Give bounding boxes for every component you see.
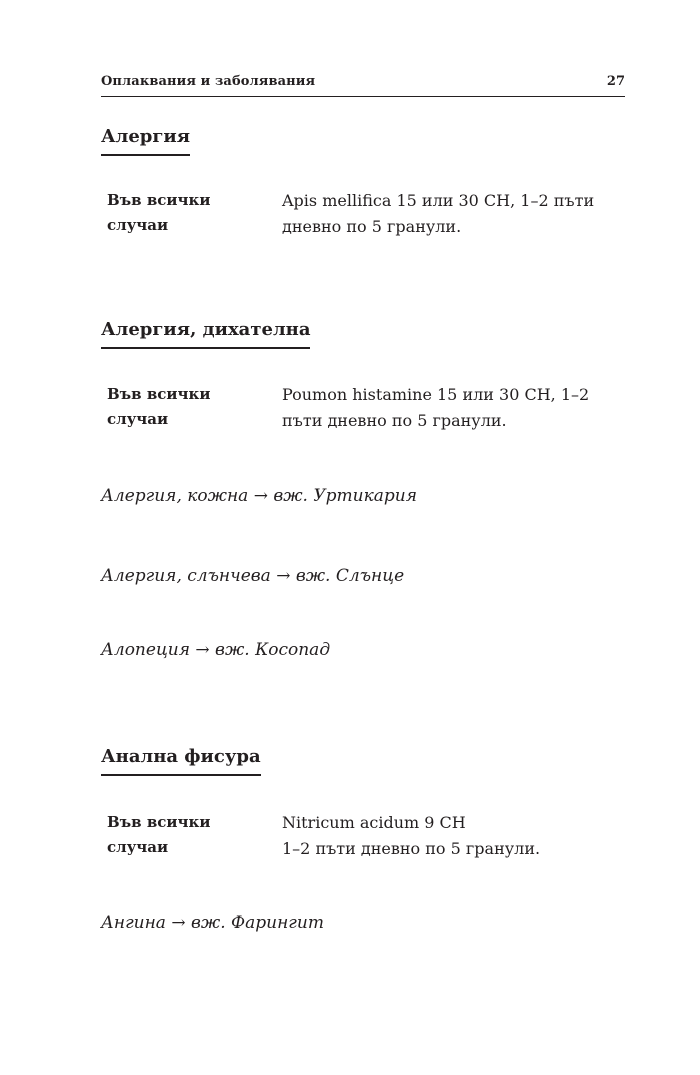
running-head xyxy=(101,66,625,97)
entry-title-text: Алергия xyxy=(101,125,190,156)
entry-title-allergy xyxy=(101,125,190,156)
cross-reference-alopecia: Алопеция → вж. Косопад xyxy=(101,640,331,660)
entry-title-text: Анална фисура xyxy=(101,745,261,776)
page-number: 27 xyxy=(606,74,625,89)
remedy-text: Nitricum acidum 9 CH 1–2 пъти дневно по 5 гранули. xyxy=(282,813,541,858)
entry-title-respiratory-allergy xyxy=(101,318,310,349)
remedy-text: Apis mellifica 15 или 30 СН, 1–2 пъти дневно по 5 гранули. xyxy=(282,191,595,236)
case-label: Във всички случаи xyxy=(107,191,211,234)
case-label: Във всички случаи xyxy=(107,813,211,856)
entry-title-anal-fissure xyxy=(101,745,261,776)
cross-reference-sun-allergy: Алергия, слънчева → вж. Слънце xyxy=(101,566,405,586)
remedy-text: Poumon histamine 15 или 30 СН, 1–2 пъти дневно по 5 гранули. xyxy=(282,385,590,430)
running-head-title: Оплаквания и заболявания xyxy=(101,74,316,89)
cross-reference-angina: Ангина → вж. Фарингит xyxy=(101,913,324,933)
case-label: Във всички случаи xyxy=(107,385,211,428)
entry-title-text: Алергия, дихателна xyxy=(101,318,310,349)
cross-reference-skin-allergy: Алергия, кожна → вж. Уртикария xyxy=(101,486,417,506)
